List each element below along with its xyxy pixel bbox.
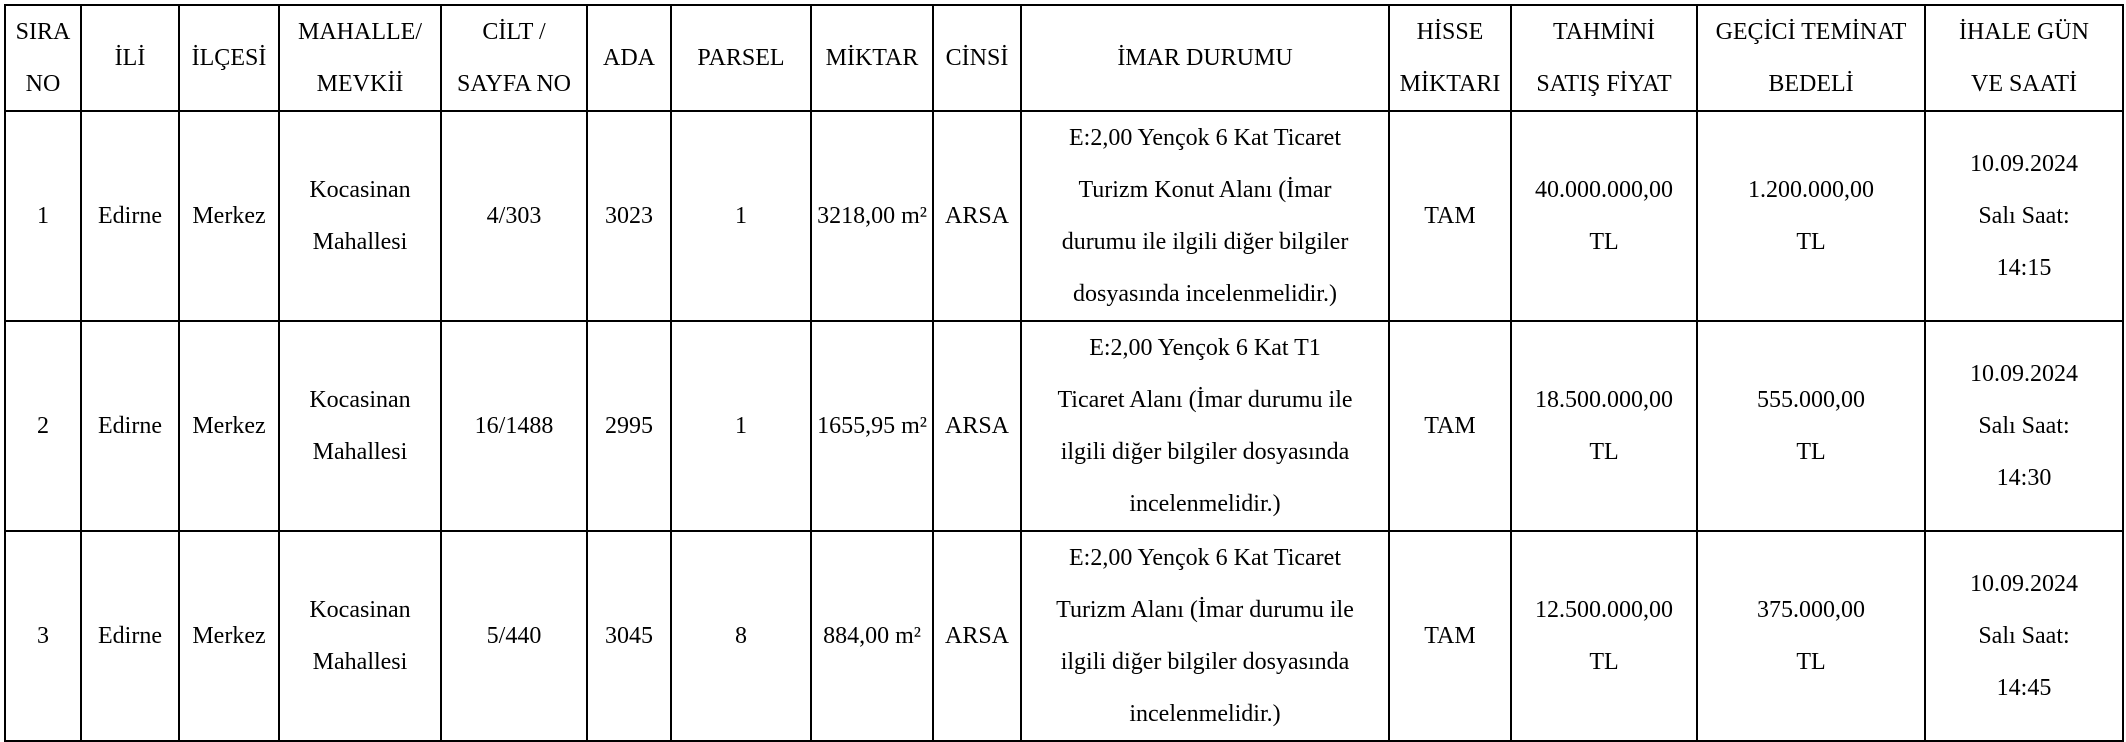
cell-parsel: 1: [671, 111, 811, 321]
table-row: [5, 111, 2123, 321]
cell-cilt-sayfa: 4/303: [441, 111, 587, 321]
cell-cinsi: ARSA: [933, 531, 1021, 741]
cell-mahalle: Kocasinan Mahallesi: [279, 321, 441, 531]
cell-ihale: 10.09.2024 Salı Saat: 14:15: [1925, 111, 2123, 321]
cell-ilcesi: Merkez: [179, 531, 279, 741]
header-mahalle: MAHALLE/ MEVKİİ: [279, 5, 441, 111]
table-row: [5, 321, 2123, 531]
cell-cilt-sayfa: 16/1488: [441, 321, 587, 531]
cell-hisse: TAM: [1389, 111, 1511, 321]
table-header: [5, 5, 2123, 111]
cell-hisse: TAM: [1389, 321, 1511, 531]
header-sira-no: SIRA NO: [5, 5, 81, 111]
cell-sira: 1: [5, 111, 81, 321]
header-imar: İMAR DURUMU: [1021, 5, 1389, 111]
cell-sira: 2: [5, 321, 81, 531]
header-cinsi: CİNSİ: [933, 5, 1021, 111]
cell-tahmini: 18.500.000,00 TL: [1511, 321, 1697, 531]
cell-ada: 3023: [587, 111, 671, 321]
cell-tahmini: 40.000.000,00 TL: [1511, 111, 1697, 321]
cell-imar: E:2,00 Yençok 6 Kat Ticaret Turizm Konut Alanı (İmar durumu ile ilgili diğer bilgiler dosyasında incelenmelidir.): [1021, 111, 1389, 321]
header-cilt-sayfa: CİLT / SAYFA NO: [441, 5, 587, 111]
header-tahmini: TAHMİNİ SATIŞ FİYAT: [1511, 5, 1697, 111]
cell-miktar: 3218,00 m²: [811, 111, 933, 321]
header-hisse: HİSSE MİKTARI: [1389, 5, 1511, 111]
table-row: [5, 531, 2123, 741]
cell-cinsi: ARSA: [933, 321, 1021, 531]
cell-ada: 3045: [587, 531, 671, 741]
table-body: [5, 111, 2123, 741]
cell-sira: 3: [5, 531, 81, 741]
cell-ili: Edirne: [81, 531, 179, 741]
cell-cilt-sayfa: 5/440: [441, 531, 587, 741]
cell-ilcesi: Merkez: [179, 321, 279, 531]
header-row: [5, 5, 2123, 111]
cell-miktar: 1655,95 m²: [811, 321, 933, 531]
cell-teminat: 1.200.000,00 TL: [1697, 111, 1925, 321]
cell-imar: E:2,00 Yençok 6 Kat Ticaret Turizm Alanı (İmar durumu ile ilgili diğer bilgiler dosyasında incelenmelidir.): [1021, 531, 1389, 741]
cell-ihale: 10.09.2024 Salı Saat: 14:30: [1925, 321, 2123, 531]
header-parsel: PARSEL: [671, 5, 811, 111]
header-miktar: MİKTAR: [811, 5, 933, 111]
header-ilcesi: İLÇESİ: [179, 5, 279, 111]
cell-hisse: TAM: [1389, 531, 1511, 741]
cell-mahalle: Kocasinan Mahallesi: [279, 111, 441, 321]
cell-parsel: 8: [671, 531, 811, 741]
auction-table: [4, 4, 2124, 742]
cell-ihale: 10.09.2024 Salı Saat: 14:45: [1925, 531, 2123, 741]
cell-mahalle: Kocasinan Mahallesi: [279, 531, 441, 741]
cell-ilcesi: Merkez: [179, 111, 279, 321]
header-teminat: GEÇİCİ TEMİNAT BEDELİ: [1697, 5, 1925, 111]
header-ada: ADA: [587, 5, 671, 111]
cell-ili: Edirne: [81, 111, 179, 321]
cell-parsel: 1: [671, 321, 811, 531]
cell-ili: Edirne: [81, 321, 179, 531]
cell-ada: 2995: [587, 321, 671, 531]
header-ili: İLİ: [81, 5, 179, 111]
cell-teminat: 375.000,00 TL: [1697, 531, 1925, 741]
header-ihale: İHALE GÜN VE SAATİ: [1925, 5, 2123, 111]
cell-imar: E:2,00 Yençok 6 Kat T1 Ticaret Alanı (İmar durumu ile ilgili diğer bilgiler dosyasında incelenmelidir.): [1021, 321, 1389, 531]
cell-cinsi: ARSA: [933, 111, 1021, 321]
cell-miktar: 884,00 m²: [811, 531, 933, 741]
cell-tahmini: 12.500.000,00 TL: [1511, 531, 1697, 741]
cell-teminat: 555.000,00 TL: [1697, 321, 1925, 531]
